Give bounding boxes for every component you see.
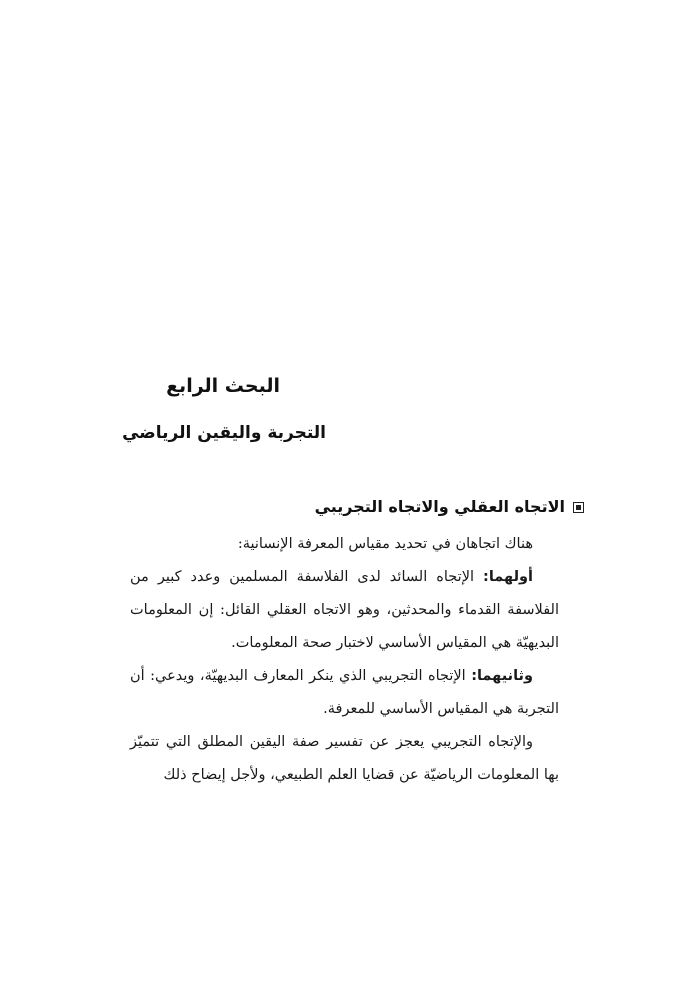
- paragraph-first-label: أولهما:: [483, 569, 533, 585]
- paragraph-intro: هناك اتجاهان في تحديد مقياس المعرفة الإنسانية:: [237, 536, 533, 552]
- chapter-subtitle: التجربة واليقين الرياضي: [122, 423, 326, 443]
- paragraph-third: والإتجاه التجريبي يعجز عن تفسير صفة اليقين المطلق التي تتميّز بها المعلومات الرياضيّة عن قضايا العلم الطبيعي، ولأجل إيضاح ذلك: [130, 734, 559, 783]
- paragraph-first-text: الإتجاه السائد لدى الفلاسفة المسلمين وعدد كبير من الفلاسفة القدماء والمحدثين، وهو الاتجاه العقلي القائل: إن المعلومات البديهيّة هي المقياس الأساسي لاختبار صحة المعلومات.: [130, 569, 559, 651]
- paragraph-second-label: وثانيهما:: [471, 668, 533, 684]
- paragraph-first: [130, 561, 559, 660]
- paragraph-second-text: الإتجاه التجريبي الذي ينكر المعارف البديهيّة، ويدعي: أن التجربة هي المقياس الأساسي للمعرفة.: [130, 668, 559, 717]
- square-bullet-icon: [573, 502, 584, 513]
- section-heading-text: الاتجاه العقلي والاتجاه التجريبي: [314, 497, 565, 516]
- paragraph-second: [130, 660, 559, 726]
- section-heading: [315, 494, 584, 520]
- chapter-title: البحث الرابع: [166, 375, 280, 397]
- body-text: [130, 528, 559, 792]
